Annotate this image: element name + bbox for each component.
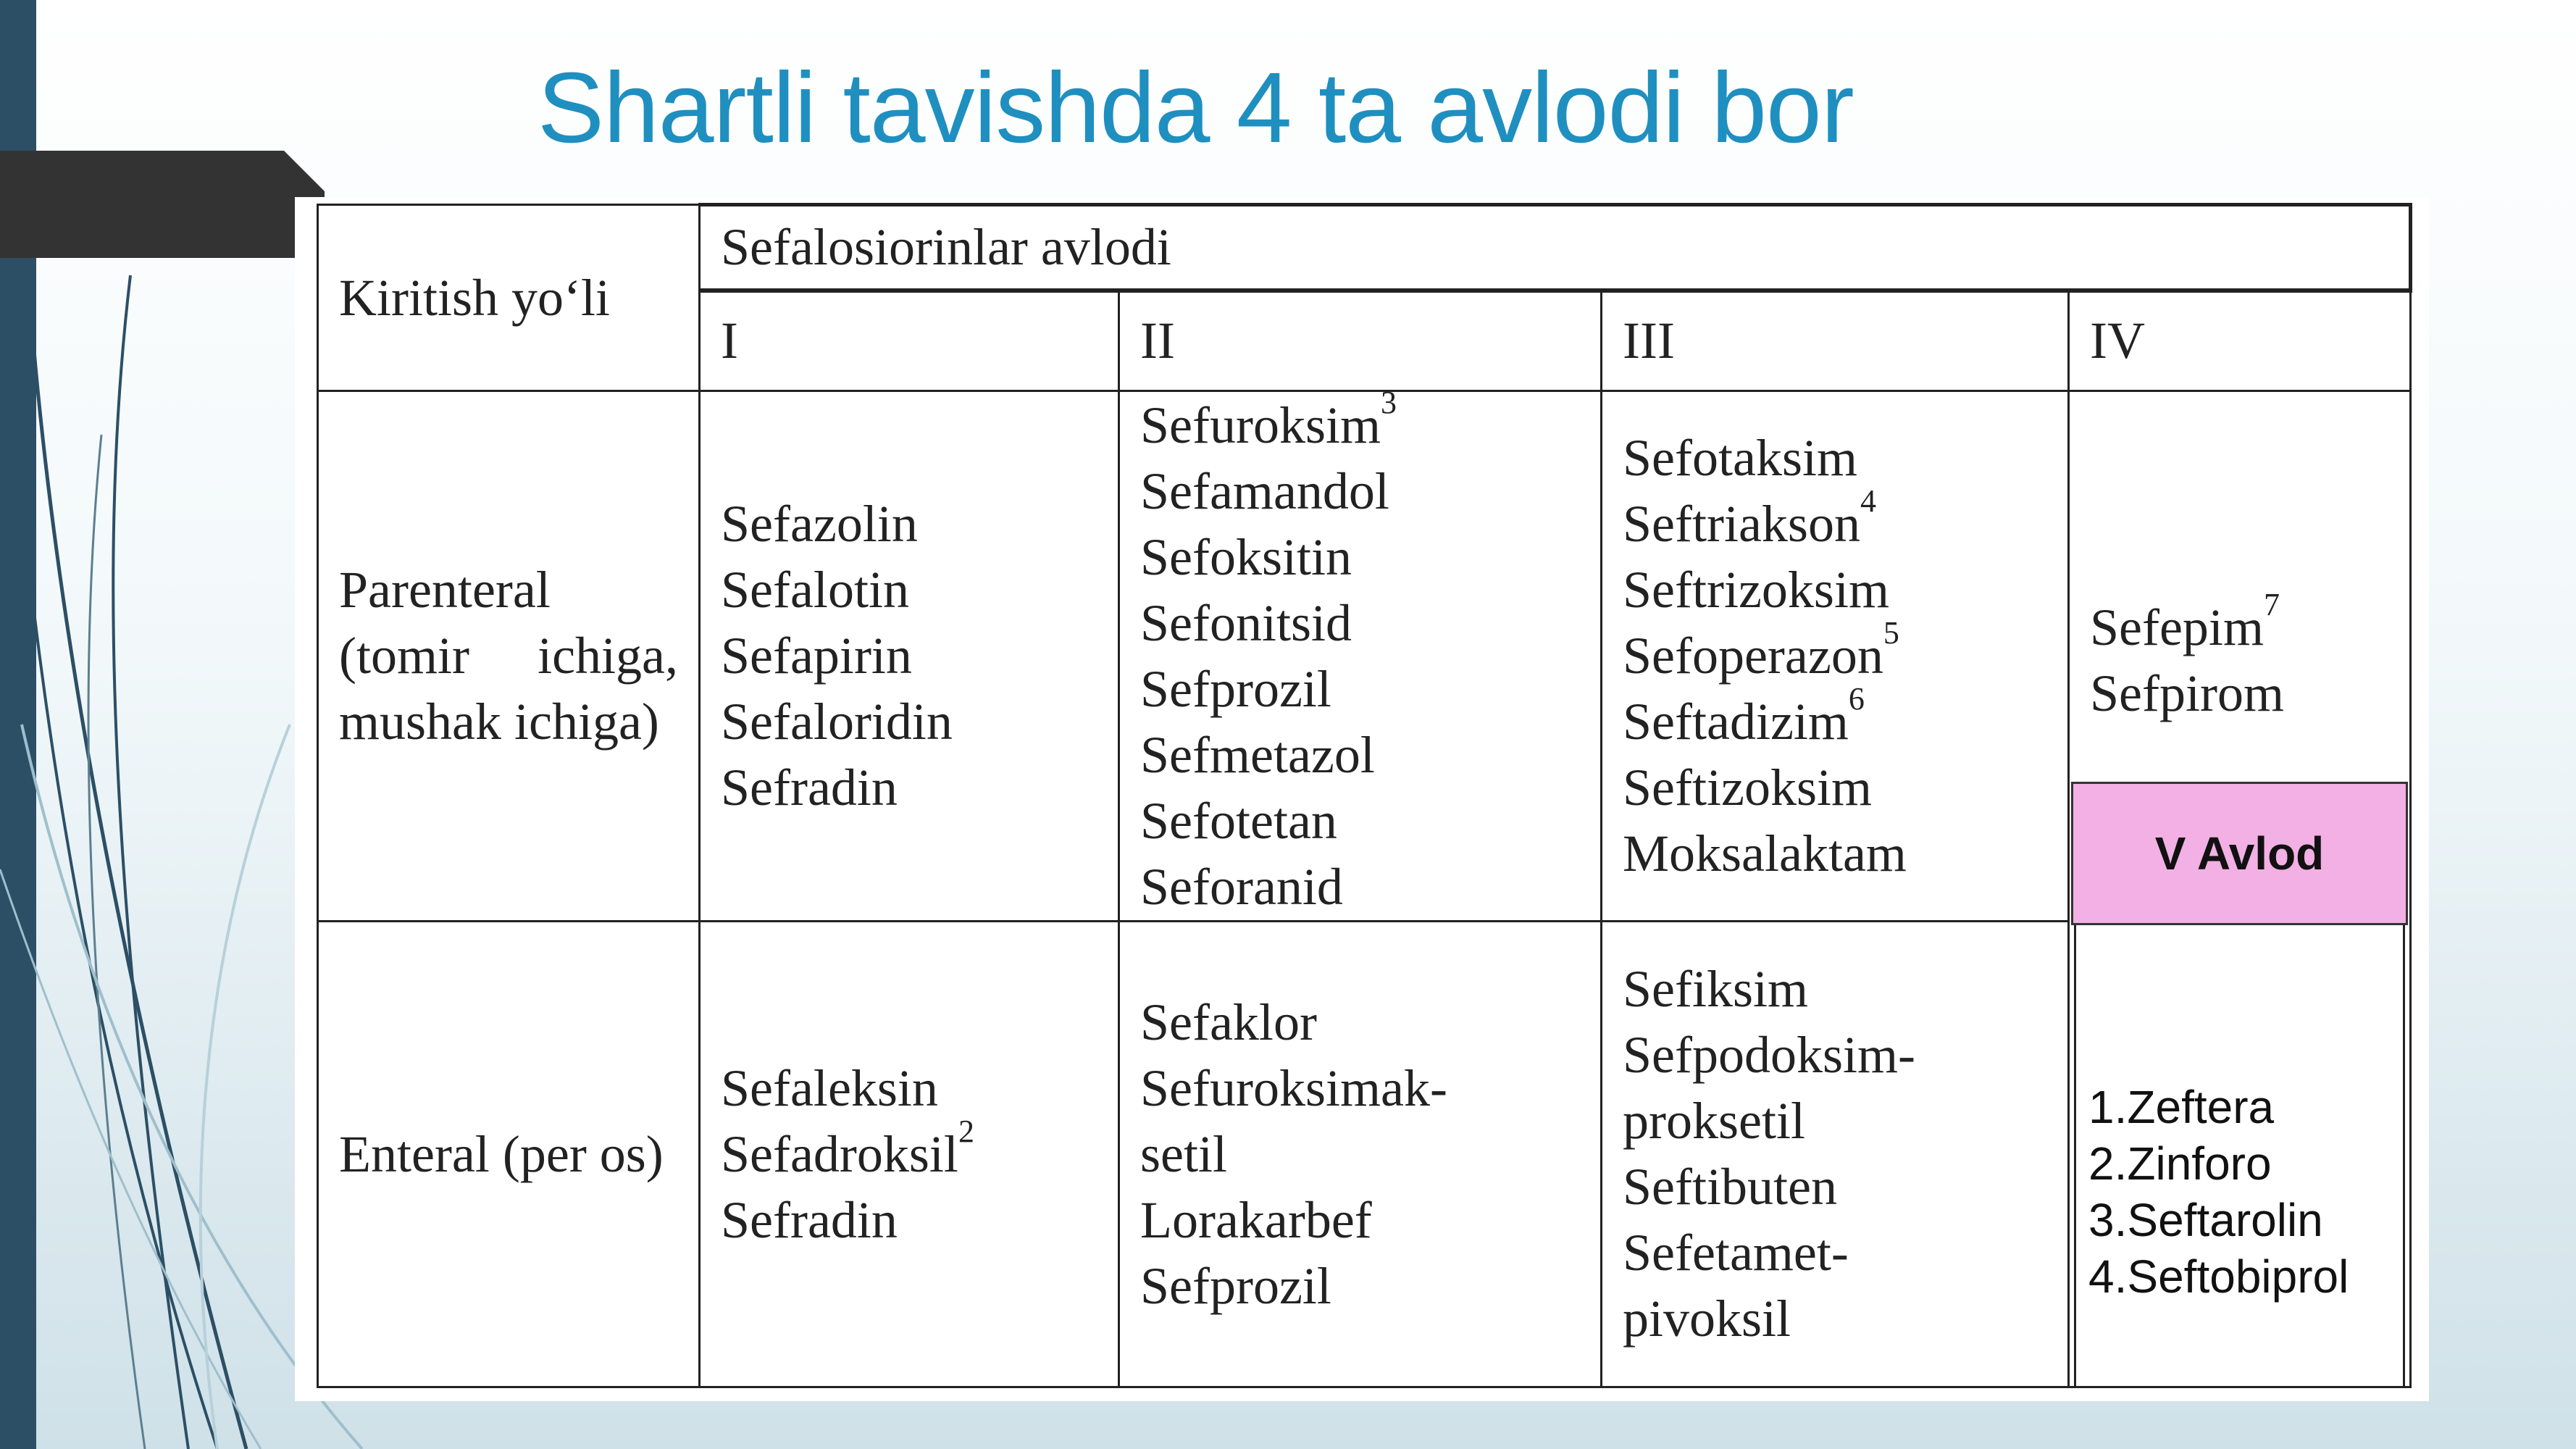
table-background (295, 197, 2429, 1401)
footnote-mark: 6 (1848, 681, 1865, 717)
list-item: 4.Seftobiprol (2088, 1250, 2349, 1303)
drug-name: Sefoksitin (1140, 527, 1352, 586)
drug-entry (1623, 483, 2047, 557)
drug-name: Sefuroksim (1140, 396, 1381, 454)
fifth-generation-label: V Avlod (2071, 782, 2408, 925)
drug-entry (1623, 615, 2047, 689)
drug-name: Sefpirom (2090, 664, 2284, 722)
cephalosporin-generations-table (317, 203, 2412, 1388)
parenteral-gen2-cell (1119, 384, 1602, 922)
drug-name: Sefazolin (721, 495, 918, 553)
drug-name: Moksalaktam (1623, 824, 1907, 882)
enteral-gen2-list (1140, 990, 1580, 1319)
drug-name: Sefotetan (1140, 791, 1337, 850)
enteral-gen1-cell (700, 922, 1119, 1387)
drug-name: Seftizoksim (1623, 759, 1872, 817)
drug-name: Sefiksim (1623, 960, 1809, 1018)
generation-4-and-5-cell (2069, 391, 2411, 1387)
drug-name: Sefpodoksim- (1623, 1026, 1915, 1084)
drug-name: Sefamandol (1140, 462, 1389, 520)
drug-name: Seforanid (1140, 857, 1343, 916)
drug-name: Seftrizoksim (1623, 561, 1889, 619)
drug-name: Sefprozil (1140, 1256, 1331, 1315)
fifth-generation-panel (2070, 782, 2409, 1386)
enteral-gen3-cell (1602, 922, 2069, 1387)
drug-name: Sefadroksil (721, 1124, 958, 1183)
drug-name: Seftibuten (1623, 1158, 1837, 1216)
drug-name: Sefradin (721, 759, 898, 817)
drug-name: pivoksil (1623, 1290, 1791, 1348)
drug-name: Sefapirin (721, 627, 912, 685)
footnote-mark: 7 (2263, 587, 2280, 622)
drug-name: Seftriakson (1623, 495, 1860, 553)
drug-name: Sefepim (2090, 598, 2264, 656)
drug-name: Sefaklor (1140, 993, 1317, 1051)
parenteral-gen1-list (721, 491, 1097, 821)
list-item: 2.Zinforo (2088, 1137, 2272, 1190)
footnote-mark: 2 (958, 1113, 974, 1149)
drug-name: setil (1140, 1124, 1227, 1183)
drug-name: Sefuroksimak- (1140, 1058, 1447, 1117)
parenteral-gen3-list (1623, 425, 2047, 887)
drug-name: Sefonitsid (1140, 593, 1352, 652)
drug-entry (721, 1113, 1097, 1187)
generation-header-1: I (700, 291, 1119, 391)
parenteral-gen4-list (2090, 587, 2284, 727)
generation-header-3: III (1602, 291, 2069, 391)
drug-name: Sefoperazon (1623, 627, 1883, 685)
drug-name: Sefaleksin (721, 1058, 938, 1117)
footnote-mark: 5 (1883, 615, 1899, 651)
enteral-gen2-cell (1119, 922, 1602, 1387)
list-item: 1.Zeftera (2088, 1081, 2275, 1133)
list-item: 3.Seftarolin (2088, 1194, 2323, 1246)
generations-header-cell (700, 205, 2411, 291)
parenteral-gen3-cell (1602, 391, 2069, 922)
drug-name: proksetil (1623, 1092, 1805, 1150)
fifth-generation-list (2088, 1079, 2349, 1305)
route-header-cell (318, 205, 700, 391)
enteral-gen3-list (1623, 956, 2047, 1352)
drug-name: Sefalotin (721, 561, 909, 619)
drug-name: Sefprozil (1140, 659, 1331, 718)
drug-name: Sefaloridin (721, 693, 953, 751)
enteral-gen1-list (721, 1056, 1097, 1253)
drug-name: Sefmetazol (1140, 725, 1375, 784)
route-parenteral: Parenteral (tomir ichiga, mushak ichiga) (318, 391, 700, 922)
route-enteral: Enteral (per os) (318, 922, 700, 1387)
drug-name: Seftadizim (1623, 693, 1849, 751)
drug-entry (2090, 587, 2284, 661)
dark-header-tab (0, 151, 325, 258)
parenteral-gen2-list (1140, 384, 1580, 920)
footnote-mark: 4 (1860, 483, 1876, 519)
footnote-mark: 3 (1380, 384, 1397, 420)
generation-header-2: II (1119, 291, 1602, 391)
drug-name: Sefetamet- (1623, 1224, 1849, 1282)
parenteral-gen1-cell (700, 391, 1119, 922)
drug-name: Sefotaksim (1623, 429, 1857, 487)
generation-header-4: IV (2069, 291, 2411, 391)
drug-entry (1623, 681, 2047, 755)
drug-name: Lorakarbef (1140, 1190, 1372, 1249)
route-header: Kiritish yo‘li (339, 268, 610, 327)
generations-header: Sefalosiorinlar avlodi (721, 217, 1171, 276)
drug-name: Sefradin (721, 1190, 898, 1249)
drug-entry (1140, 384, 1580, 459)
slide-title: Shartli tavishda 4 ta avlodi bor (538, 52, 1854, 164)
